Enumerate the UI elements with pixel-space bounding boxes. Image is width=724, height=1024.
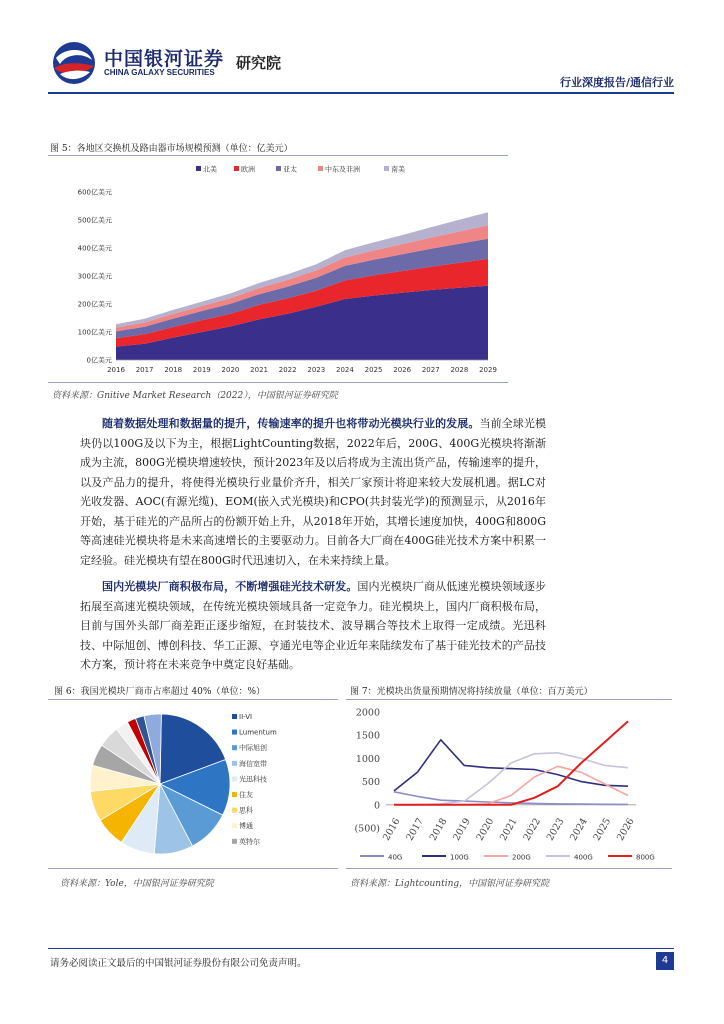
footer-rule — [48, 948, 674, 949]
fig6-legend-swatch — [232, 714, 237, 719]
fig7-legend-label: 400G — [574, 853, 593, 862]
fig5-x-tick-label: 2024 — [336, 366, 354, 374]
fig5-y-tick-label: 400亿美元 — [77, 244, 112, 253]
fig5-x-tick-label: 2020 — [221, 366, 240, 374]
fig7-x-tick-label: 2026 — [615, 816, 637, 843]
fig6-top-rule — [48, 699, 338, 700]
footer-disclaimer: 请务必阅读正文最后的中国银河证券股份有限公司免责声明。 — [50, 958, 307, 969]
fig5-legend-label: 南美 — [391, 165, 405, 174]
fig7-y-tick-label: 2000 — [355, 707, 380, 719]
logo-chinese-name: 中国银河证券 — [104, 48, 225, 70]
fig5-legend-swatch — [276, 166, 281, 171]
fig7-x-tick-label: 2023 — [544, 816, 567, 843]
fig5-x-tick-label: 2029 — [479, 366, 497, 374]
fig7-x-tick-label: 2019 — [451, 816, 473, 843]
fig5-x-tick-label: 2019 — [192, 366, 211, 374]
fig6-legend-swatch — [232, 808, 237, 813]
fig5-legend-swatch — [196, 166, 201, 171]
paragraph-2-lead: 国内光模块厂商积极布局，不断增强硅光技术研发。 — [102, 580, 358, 593]
fig7-x-tick-label: 2022 — [521, 816, 544, 843]
fig5-stacked-area-chart — [48, 158, 508, 380]
fig7-y-tick-label: 0 — [373, 800, 380, 812]
fig5-bottom-rule — [48, 382, 508, 383]
fig6-legend-swatch — [232, 792, 237, 797]
fig5-x-tick-label: 2028 — [450, 366, 469, 374]
fig6-legend-label: 博通 — [239, 822, 253, 831]
fig5-x-tick-label: 2023 — [307, 366, 326, 374]
fig7-y-tick-label: 500 — [361, 777, 380, 789]
fig7-top-rule — [346, 699, 672, 700]
fig6-title: 图 6：我国光模块厂商市占率超过 40%（单位：%） — [54, 687, 266, 697]
fig6-legend-swatch — [232, 745, 237, 750]
fig5-y-tick-label: 100亿美元 — [77, 328, 112, 337]
fig5-y-tick-label: 500亿美元 — [77, 216, 112, 225]
fig5-x-tick-label: 2021 — [250, 366, 268, 374]
fig6-legend-swatch — [232, 730, 237, 735]
fig5-title: 图 5：各地区交换机及路由器市场规模预测（单位：亿美元） — [50, 144, 293, 154]
fig5-y-tick-label: 600亿美元 — [77, 188, 112, 197]
fig7-legend-label: 40G — [388, 853, 403, 862]
fig5-x-tick-label: 2025 — [364, 366, 383, 374]
page-number: 4 — [656, 952, 674, 970]
fig7-x-tick-label: 2024 — [568, 816, 590, 843]
fig6-bottom-rule — [48, 868, 338, 869]
fig6-source: 资料来源：Yole，中国银河证券研究院 — [60, 879, 214, 889]
fig5-legend-swatch — [234, 166, 239, 171]
paragraph-optical-module-growth — [80, 414, 546, 570]
fig5-x-tick-label: 2017 — [135, 366, 154, 374]
paragraph-1-lead: 随着数据处理和数据量的提升，传输速率的提升也将带动光模块行业的发展。 — [102, 417, 480, 430]
fig6-legend-label: 英特尔 — [239, 837, 260, 846]
paragraph-domestic-vendors — [80, 577, 546, 675]
header-rule — [48, 92, 674, 94]
fig6-legend-label: 光迅科技 — [239, 775, 267, 784]
fig5-x-tick-label: 2018 — [164, 366, 183, 374]
fig5-x-tick-label: 2016 — [107, 366, 125, 374]
fig5-legend-label: 亚太 — [283, 165, 297, 174]
fig6-pie-chart — [48, 702, 338, 866]
fig6-legend-label: II-VI — [239, 713, 253, 721]
fig5-legend-swatch — [384, 166, 389, 171]
fig5-y-tick-label: 0亿美元 — [86, 356, 112, 365]
fig5-legend-label: 欧洲 — [241, 165, 255, 174]
fig5-source: 资料来源：Gnitive Market Research（2022），中国银河证券研究院 — [52, 391, 338, 401]
fig7-source: 资料来源：Lightcounting，中国银河证券研究院 — [350, 879, 550, 889]
galaxy-logo-icon — [48, 40, 100, 86]
fig7-x-tick-label: 2020 — [474, 816, 497, 843]
fig6-legend-label: 住友 — [239, 791, 253, 799]
fig5-legend-swatch — [318, 166, 323, 171]
fig7-title: 图 7：光模块出货量预期情况将持续放量（单位：百万美元） — [350, 687, 593, 697]
fig7-x-tick-label: 2017 — [404, 816, 427, 843]
fig7-y-tick-label: 1000 — [355, 753, 380, 765]
fig6-legend-swatch — [232, 839, 237, 844]
logo-english-name: CHINA GALAXY SECURITIES — [104, 68, 215, 77]
company-logo — [48, 40, 100, 86]
fig6-legend-label: 中际旭创 — [239, 744, 267, 753]
fig7-legend-label: 200G — [512, 853, 531, 862]
fig7-x-tick-label: 2025 — [591, 816, 614, 843]
paragraph-1-body: 当前全球光模块仍以100G及以下为主，根据LightCounting数据，2022年后，200G、400G光模块将渐渐成为主流，800G光模块增速较快，预计2023年及以后将成为主流出货产品，传输速率的提升，以及产品力的提升，将使得光模块行业量价齐升，相关厂家预计将迎来较大发展机遇。据LC对光收发器、AOC(有源光缆)、EOM(嵌入式光模块)和CPO(共封装光学)的预测显示，从2016年开始，基于硅光的产品所占的份额开始上升，从2018年开始，其增长速度加快，400G和800G等高速硅光模块将是未来高速增长的主要驱动力。目前各大厂商在400G硅光技术方案中积累一定经验。硅光模块有望在800G时代迅速切入，在未来持续上量。 — [80, 417, 546, 567]
fig7-series-line — [394, 740, 628, 791]
fig7-x-tick-label: 2016 — [381, 816, 403, 843]
fig6-legend-swatch — [232, 823, 237, 828]
fig7-y-tick-label: (500) — [354, 823, 380, 835]
fig5-y-tick-label: 300亿美元 — [77, 272, 112, 281]
institute-label: 研究院 — [236, 54, 282, 72]
fig5-x-tick-label: 2026 — [393, 366, 412, 374]
fig5-x-tick-label: 2027 — [421, 366, 440, 374]
paragraph-2-body: 国内光模块厂商从低速光模块领域逐步拓展至高速光模块领域，在传统光模块领域具备一定竞争力。硅光模块上，国内厂商积极布局，目前与国外头部厂商差距正逐步缩短，在封装技术、波导耦合等技术上取得一定成绩。光迅科技、中际旭创、博创科技、华工正源、亨通光电等企业近年来陆续发布了基于硅光技术的产品技术方案，预计将在未来竞争中奠定良好基础。 — [80, 580, 546, 671]
report-type: 行业深度报告/通信行业 — [560, 76, 675, 89]
fig7-line-chart — [346, 702, 672, 866]
fig7-y-tick-label: 1500 — [355, 730, 380, 742]
fig7-x-tick-label: 2018 — [427, 816, 450, 843]
fig5-legend-label: 中东及非洲 — [325, 165, 360, 174]
fig6-legend-swatch — [232, 776, 237, 781]
fig7-legend-label: 100G — [450, 853, 469, 862]
fig7-series-line — [394, 792, 628, 805]
fig7-x-tick-label: 2021 — [498, 816, 520, 843]
fig6-legend-label: 思科 — [239, 806, 253, 815]
fig6-legend-label: Lumentum — [239, 728, 277, 737]
fig5-y-tick-label: 200亿美元 — [77, 300, 112, 309]
fig5-legend-label: 北美 — [203, 165, 217, 174]
fig7-legend-label: 800G — [636, 853, 655, 862]
fig6-legend-swatch — [232, 761, 237, 766]
fig7-bottom-rule — [346, 868, 672, 869]
fig5-x-tick-label: 2022 — [278, 366, 297, 374]
fig6-legend-label: 海信宽带 — [239, 759, 267, 768]
fig5-top-rule — [48, 155, 508, 156]
